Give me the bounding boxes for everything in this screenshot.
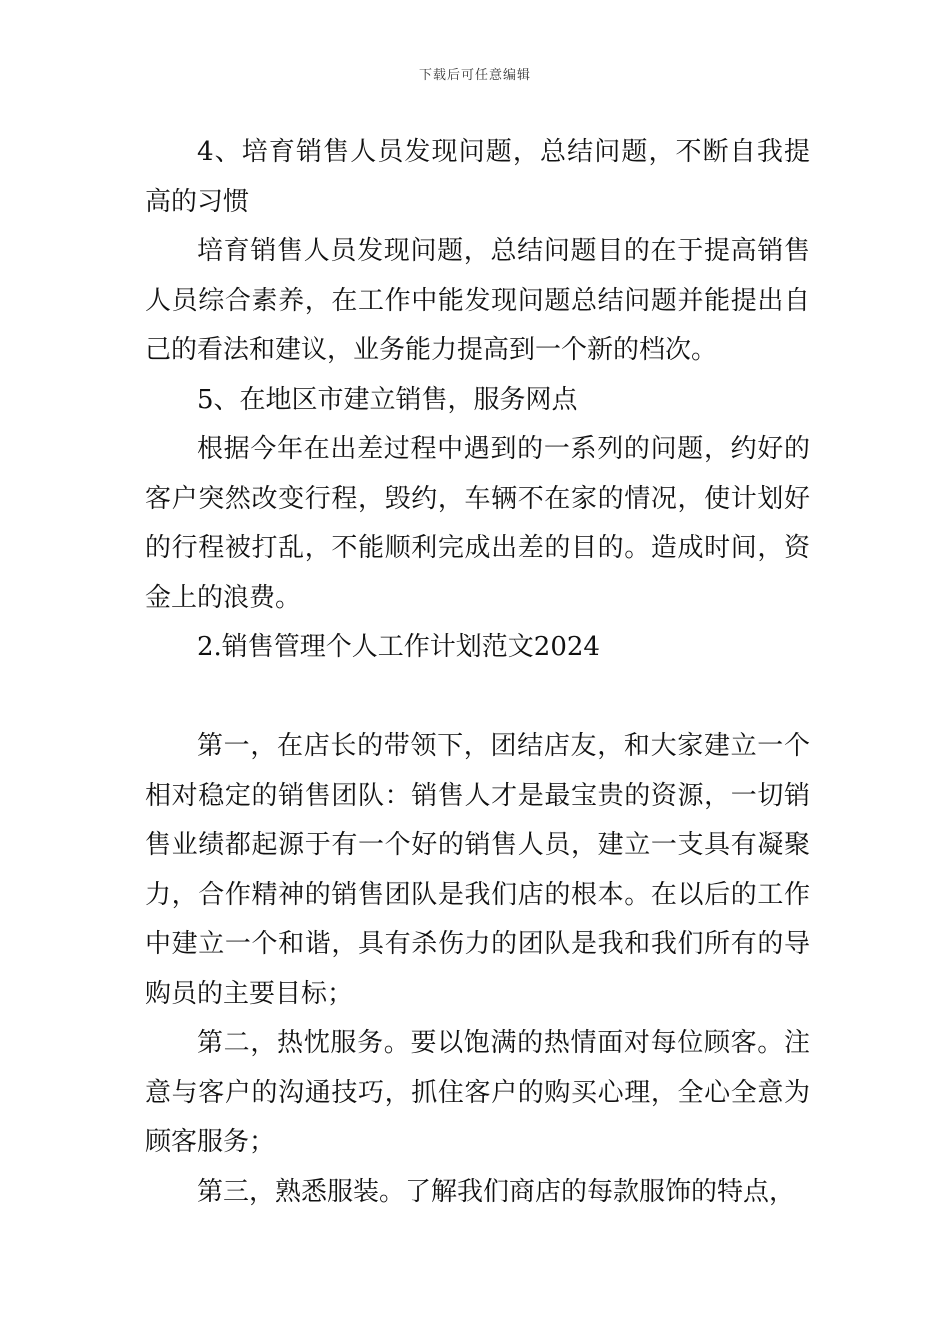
paragraph-second: 第二，热忱服务。要以饱满的热情面对每位顾客。注意与客户的沟通技巧，抓住客户的购买心理，全心全意为顾客服务； <box>145 1028 810 1157</box>
document-body <box>145 128 810 1217</box>
paragraph-item-4-heading: 4、培育销售人员发现问题，总结问题，不断自我提高的习惯 <box>145 137 810 217</box>
page-header-note: 下载后可任意编辑 <box>418 68 531 83</box>
blank-line <box>145 673 810 723</box>
paragraph-third: 第三，熟悉服装。了解我们商店的每款服饰的特点， <box>197 1176 796 1207</box>
section-title: 2.销售管理个人工作计划范文2024 <box>197 632 600 662</box>
paragraph-first: 第一，在店长的带领下，团结店友，和大家建立一个相对稳定的销售团队：销售人才是最宝贵的资源，一切销售业绩都起源于有一个好的销售人员，建立一支具有凝聚力，合作精神的销售团队是我们店的根本。在以后的工作中建立一个和谐，具有杀伤力的团队是我和我们所有的导购员的主要目标； <box>145 731 810 1009</box>
paragraph-item-5-body: 根据今年在出差过程中遇到的一系列的问题，约好的客户突然改变行程，毁约，车辆不在家的情况，使计划好的行程被打乱，不能顺利完成出差的目的。造成时间，资金上的浪费。 <box>145 434 810 613</box>
paragraph-item-4-body: 培育销售人员发现问题，总结问题目的在于提高销售人员综合素养，在工作中能发现问题总结问题并能提出自己的看法和建议，业务能力提高到一个新的档次。 <box>145 236 810 365</box>
paragraph-item-5-heading: 5、在地区市建立销售，服务网点 <box>197 384 578 415</box>
